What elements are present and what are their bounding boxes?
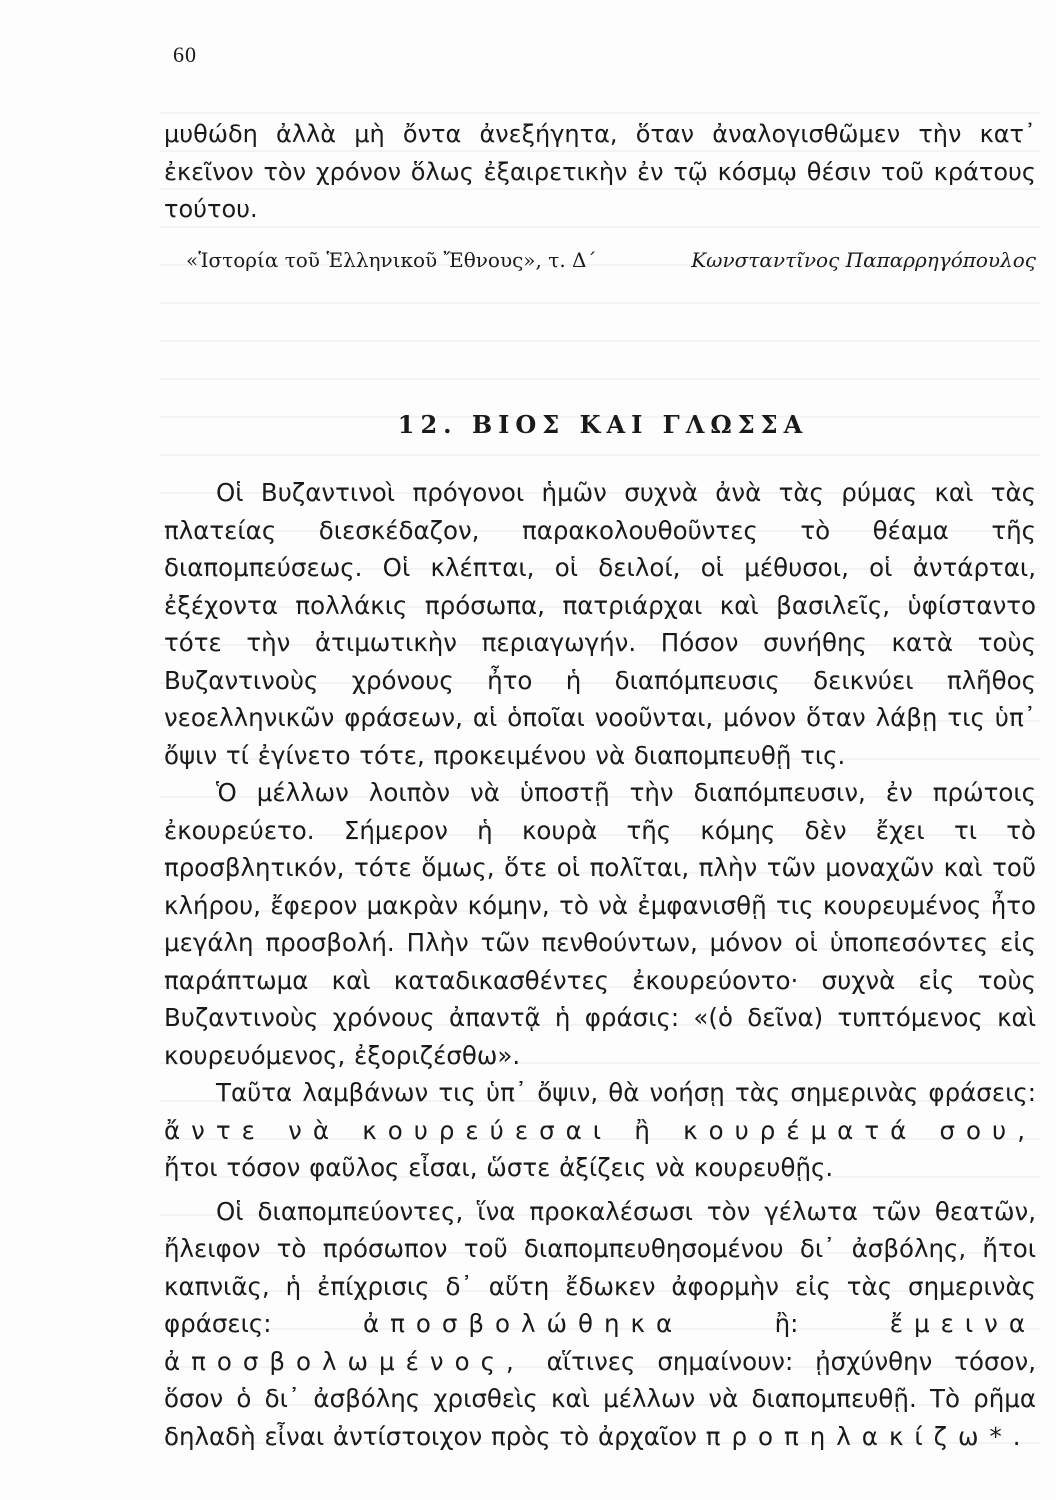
paragraph-4-mid: ἢ: [774,1309,799,1338]
paragraph-2: Ὁ μέλλων λοιπὸν νὰ ὑποστῇ τὴν διαπόμπευσιν, ἐν πρώτοις ἐκουρεύετο. Σήμερον ἡ κουρὰ τῆς κόμης δὲν ἔχει τι τὸ προσβλητικόν, τότε ὅμως, ὅτε οἱ πολῖται, πλὴν τῶν μοναχῶν καὶ τοῦ κλήρου, ἔφερον μακρὰν κόμην, τὸ νὰ ἐμφανισθῇ τις κουρευμένος ἦτο μεγάλη προσβολή. Πλὴν τῶν πενθούντων, μόνον οἱ ὑποπεσόντες εἰς παράπτωμα καὶ καταδικασθέντες ἐκουρεύοντο· συχνὰ εἰς τοὺς Βυζαντινοὺς χρόνους ἀπαντᾷ ἡ φράσις: «(ὁ δεῖνα) τυπτόμενος καὶ κουρευόμενος, ἐξοριζέσθω». [164,778,1036,1070]
quote-citation [186,248,1036,272]
citation-source: «Ἱστορία τοῦ Ἑλληνικοῦ Ἔθνους», τ. Δ΄ [186,248,597,272]
page-number: 60 [173,42,197,67]
paragraph-4 [164,1193,1036,1456]
paragraph-4-tail: αἵτινες σημαίνουν: ᾐσχύνθην τόσον, ὅσον ὁ δι᾽ ἀσβόλης χρισθεὶς καὶ μέλλων νὰ διαπομπευθῇ. Τὸ ρῆμα δηλαδὴ εἶναι ἀντίστοιχον πρὸς τὸ ἀρχαῖον [164,1346,1036,1451]
paragraph-1: Οἱ Βυζαντινοὶ πρόγονοι ἡμῶν συχνὰ ἀνὰ τὰς ρύμας καὶ τὰς πλατείας διεσκέδαζον, παρακολουθοῦντες τὸ θέαμα τῆς διαπομπεύσεως. Οἱ κλέπται, οἱ δειλοί, οἱ μέθυσοι, οἱ ἀντάρται, ἐξέχοντα πολλάκις πρόσωπα, πατριάρχαι καὶ βασιλεῖς, ὑφίσταντο τότε τὴν ἀτιμωτικὴν περιαγωγήν. Πόσον συνήθης κατὰ τοὺς Βυζαντινοὺς χρόνους ἦτο ἡ διαπόμπευσις δεικνύει πλῆθος νεοελληνικῶν φράσεων, αἱ ὁποῖαι νοοῦνται, μόνον ὅταν λάβῃ τις ὑπ᾽ ὄψιν τί ἐγίνετο τότε, προκειμένου νὰ διαπομπευθῇ τις. [164,478,1036,770]
paragraph-3-lead: Ταῦτα λαμβάνων τις ὑπ᾽ ὄψιν, θὰ νοήσῃ τὰς σημερινὰς φράσεις: [216,1078,1036,1107]
paragraph-3 [164,1074,1036,1187]
section-heading: 12. ΒΙΟΣ ΚΑΙ ΓΛΩΣΣΑ [397,410,809,439]
paragraph-4-spaced-word-3: προπηλακίζω*. [705,1421,1032,1451]
body-text [164,474,1036,1455]
paragraph-3-spaced-phrase: ἄντε νὰ κουρεύεσαι ἢ κουρέματά σου, [164,1115,1036,1145]
citation-author: Κωνσταντῖνος Παπαρρηγόπουλος [691,248,1036,272]
quote-text: μυθώδη ἀλλὰ μὴ ὄντα ἀνεξήγητα, ὅταν ἀναλογισθῶμεν τὴν κατ᾽ ἐκεῖνον τὸν χρόνον ὅλως ἐξαιρετικὴν ἐν τῷ κόσμῳ θέσιν τοῦ κράτους τούτου. [164,120,1036,224]
paragraph-4-lead: Οἱ διαπομπεύοντες, ἵνα προκαλέσωσι τὸν γέλωτα τῶν θεατῶν, ἤλειφον τὸ πρόσωπον τοῦ διαπομπευθησομένου δι᾽ ἀσβόλης, ἤτοι καπνιᾶς, ἡ ἐπίχρισις δ᾽ αὕτη ἔδωκεν ἀφορμὴν εἰς τὰς σημερινὰς φράσεις: [164,1196,1036,1338]
paragraph-4-spaced-word-2: ἔμεινα ἀποσβολωμένος, [164,1309,1036,1376]
quote-block [164,116,1036,229]
paragraph-3-tail: ἤτοι τόσον φαῦλος εἶσαι, ὥστε ἀξίζεις νὰ κουρευθῇς. [164,1153,834,1182]
paragraph-4-spaced-word-1: ἀποσβολώθηκα [362,1309,684,1338]
